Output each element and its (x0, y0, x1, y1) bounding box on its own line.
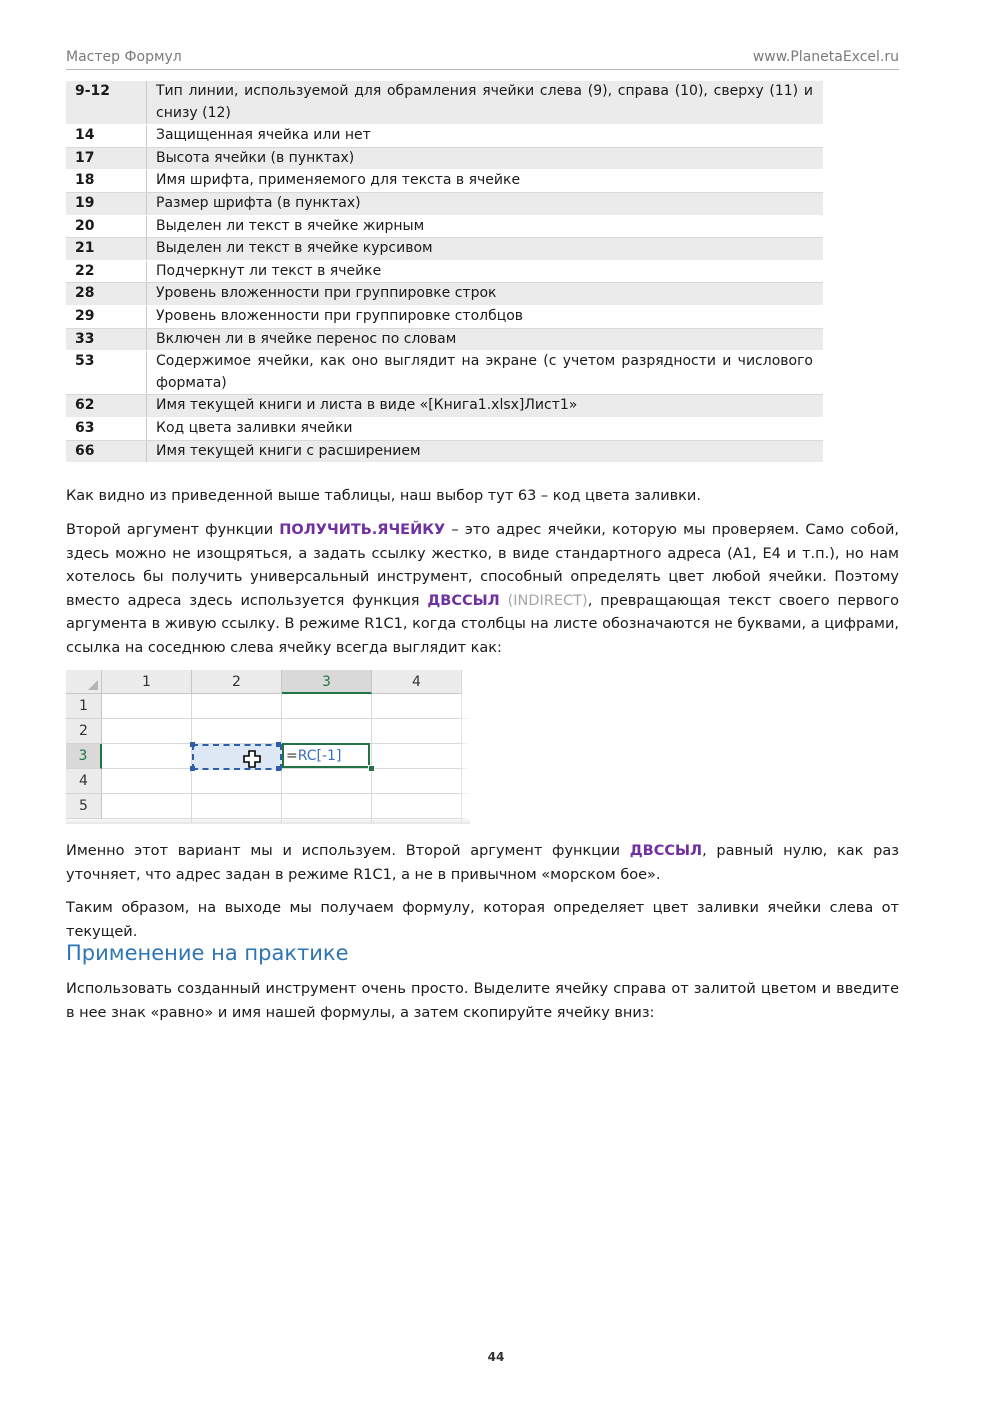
grid-line (102, 718, 470, 719)
page-number: 44 (487, 1350, 505, 1364)
table-row (66, 440, 823, 463)
code-cell: 17 (66, 147, 147, 170)
formula-reference: RC[-1] (297, 748, 342, 764)
table-row (66, 81, 823, 125)
row-header-3: 3 (66, 744, 102, 769)
description-cell: Тип линии, используемой для обрамления ячейки слева (9), справа (10), сверху (11) и снизу (12) (147, 81, 824, 125)
table-row (66, 395, 823, 418)
code-cell: 22 (66, 260, 147, 283)
code-cell: 28 (66, 283, 147, 306)
text-run: Именно этот вариант мы и используем. Второй аргумент функции (66, 843, 630, 859)
table-row (66, 351, 823, 395)
section-heading: Применение на практике (66, 941, 349, 965)
column-header-1: 1 (102, 670, 192, 694)
row-header-5: 5 (66, 794, 102, 819)
reference-handle (190, 742, 195, 747)
description-cell: Уровень вложенности при группировке строк (147, 283, 824, 306)
code-cell: 62 (66, 395, 147, 418)
table-row (66, 283, 823, 306)
text-run: – это адрес ячейки, которую мы проверяем. Само собой, здесь можно не изощряться, а задать ссылку жестко, в виде стандартного адреса (A1, E4 и т.п.), но нам хотелось бы получить универсальный инструмент, способный определять цвет любой ячейки. Поэтому вместо адреса здесь используется функция (66, 522, 899, 609)
cell-cursor-icon (243, 750, 261, 768)
description-cell: Имя текущей книги с расширением (147, 440, 824, 463)
header-book-title: Мастер Формул (66, 49, 182, 65)
function-name-get-cell: ПОЛУЧИТЬ.ЯЧЕЙКУ (279, 522, 446, 538)
edge-fade (66, 818, 470, 824)
function-name-indirect: ДВССЫЛ (629, 843, 703, 859)
code-cell: 9-12 (66, 81, 147, 125)
row-header-4: 4 (66, 769, 102, 794)
text-run: , равный нулю, как раз уточняет, что адрес задан в режиме R1C1, а не в привычном «морском бое». (66, 843, 899, 883)
table-row (66, 417, 823, 440)
description-cell: Подчеркнут ли текст в ячейке (147, 260, 824, 283)
table-row (66, 260, 823, 283)
paragraph-choice: Как видно из приведенной выше таблицы, наш выбор тут 63 – код цвета заливки. (66, 488, 701, 504)
function-name-indirect: ДВССЫЛ (427, 592, 500, 609)
function-name-indirect-en: (INDIRECT) (499, 592, 588, 609)
code-cell: 18 (66, 170, 147, 193)
description-cell: Имя шрифта, применяемого для текста в ячейке (147, 170, 824, 193)
paragraph-second-argument (66, 519, 899, 660)
text-run: Второй аргумент функции (66, 522, 280, 538)
description-cell: Размер шрифта (в пунктах) (147, 192, 824, 215)
description-cell: Выделен ли текст в ячейке жирным (147, 215, 824, 238)
paragraph-result: Таким образом, на выходе мы получаем формулу, которая определяет цвет заливки ячейки слева от текущей. (66, 900, 899, 940)
column-header-3: 3 (282, 670, 372, 694)
code-cell: 63 (66, 417, 147, 440)
description-cell: Выделен ли текст в ячейке курсивом (147, 238, 824, 261)
grid-line (102, 768, 470, 769)
code-cell: 21 (66, 238, 147, 261)
description-cell: Код цвета заливки ячейки (147, 417, 824, 440)
paragraph-indirect-second-arg (66, 840, 899, 887)
description-cell: Высота ячейки (в пунктах) (147, 147, 824, 170)
header-site-url: www.PlanetaExcel.ru (752, 49, 899, 65)
excel-grid-screenshot (66, 670, 470, 824)
text-run: , превращающая текст своего первого аргумента в живую ссылку. В режиме R1C1, когда столбцы на листе обозначаются не буквами, а цифрами, ссылка на соседнюю слева ячейку всегда выглядит как: (66, 592, 899, 656)
table-row (66, 305, 823, 328)
description-cell: Имя текущей книги и листа в виде «[Книга1.xlsx]Лист1» (147, 395, 824, 418)
code-cell: 14 (66, 125, 147, 148)
table-row (66, 215, 823, 238)
code-cell: 33 (66, 328, 147, 351)
table-row (66, 192, 823, 215)
table-row (66, 238, 823, 261)
table-row (66, 170, 823, 193)
description-cell: Включен ли в ячейке перенос по словам (147, 328, 824, 351)
table-row (66, 125, 823, 148)
code-cell: 19 (66, 192, 147, 215)
grid-line (102, 793, 470, 794)
code-cell: 66 (66, 440, 147, 463)
table-row (66, 328, 823, 351)
description-cell: Содержимое ячейки, как оно выглядит на экране (с учетом разрядности и числового формата) (147, 351, 824, 395)
column-header-2: 2 (192, 670, 282, 694)
grid-line (371, 694, 372, 824)
row-header-2: 2 (66, 719, 102, 744)
reference-handle (276, 742, 281, 747)
description-cell: Уровень вложенности при группировке столбцов (147, 305, 824, 328)
code-cell: 29 (66, 305, 147, 328)
code-cell: 20 (66, 215, 147, 238)
column-header-4: 4 (372, 670, 462, 694)
select-all-triangle-icon (88, 680, 98, 690)
row-header-1: 1 (66, 694, 102, 719)
description-cell: Защищенная ячейка или нет (147, 125, 824, 148)
reference-handle (190, 766, 195, 771)
select-all-corner (66, 670, 102, 694)
cell-formula (286, 747, 341, 765)
formula-equals: = (286, 748, 298, 764)
table-row (66, 147, 823, 170)
edge-fade (458, 670, 470, 824)
page-header (66, 47, 899, 70)
referenced-cell-b3 (192, 744, 282, 770)
code-cell: 53 (66, 351, 147, 395)
paragraph-usage: Использовать созданный инструмент очень просто. Выделите ячейку справа от залитой цветом и введите в нее знак «равно» и имя нашей формулы, а затем скопируйте ячейку вниз: (66, 981, 899, 1021)
reference-handle (276, 766, 281, 771)
info-type-table (66, 81, 823, 463)
fill-handle (368, 765, 375, 772)
